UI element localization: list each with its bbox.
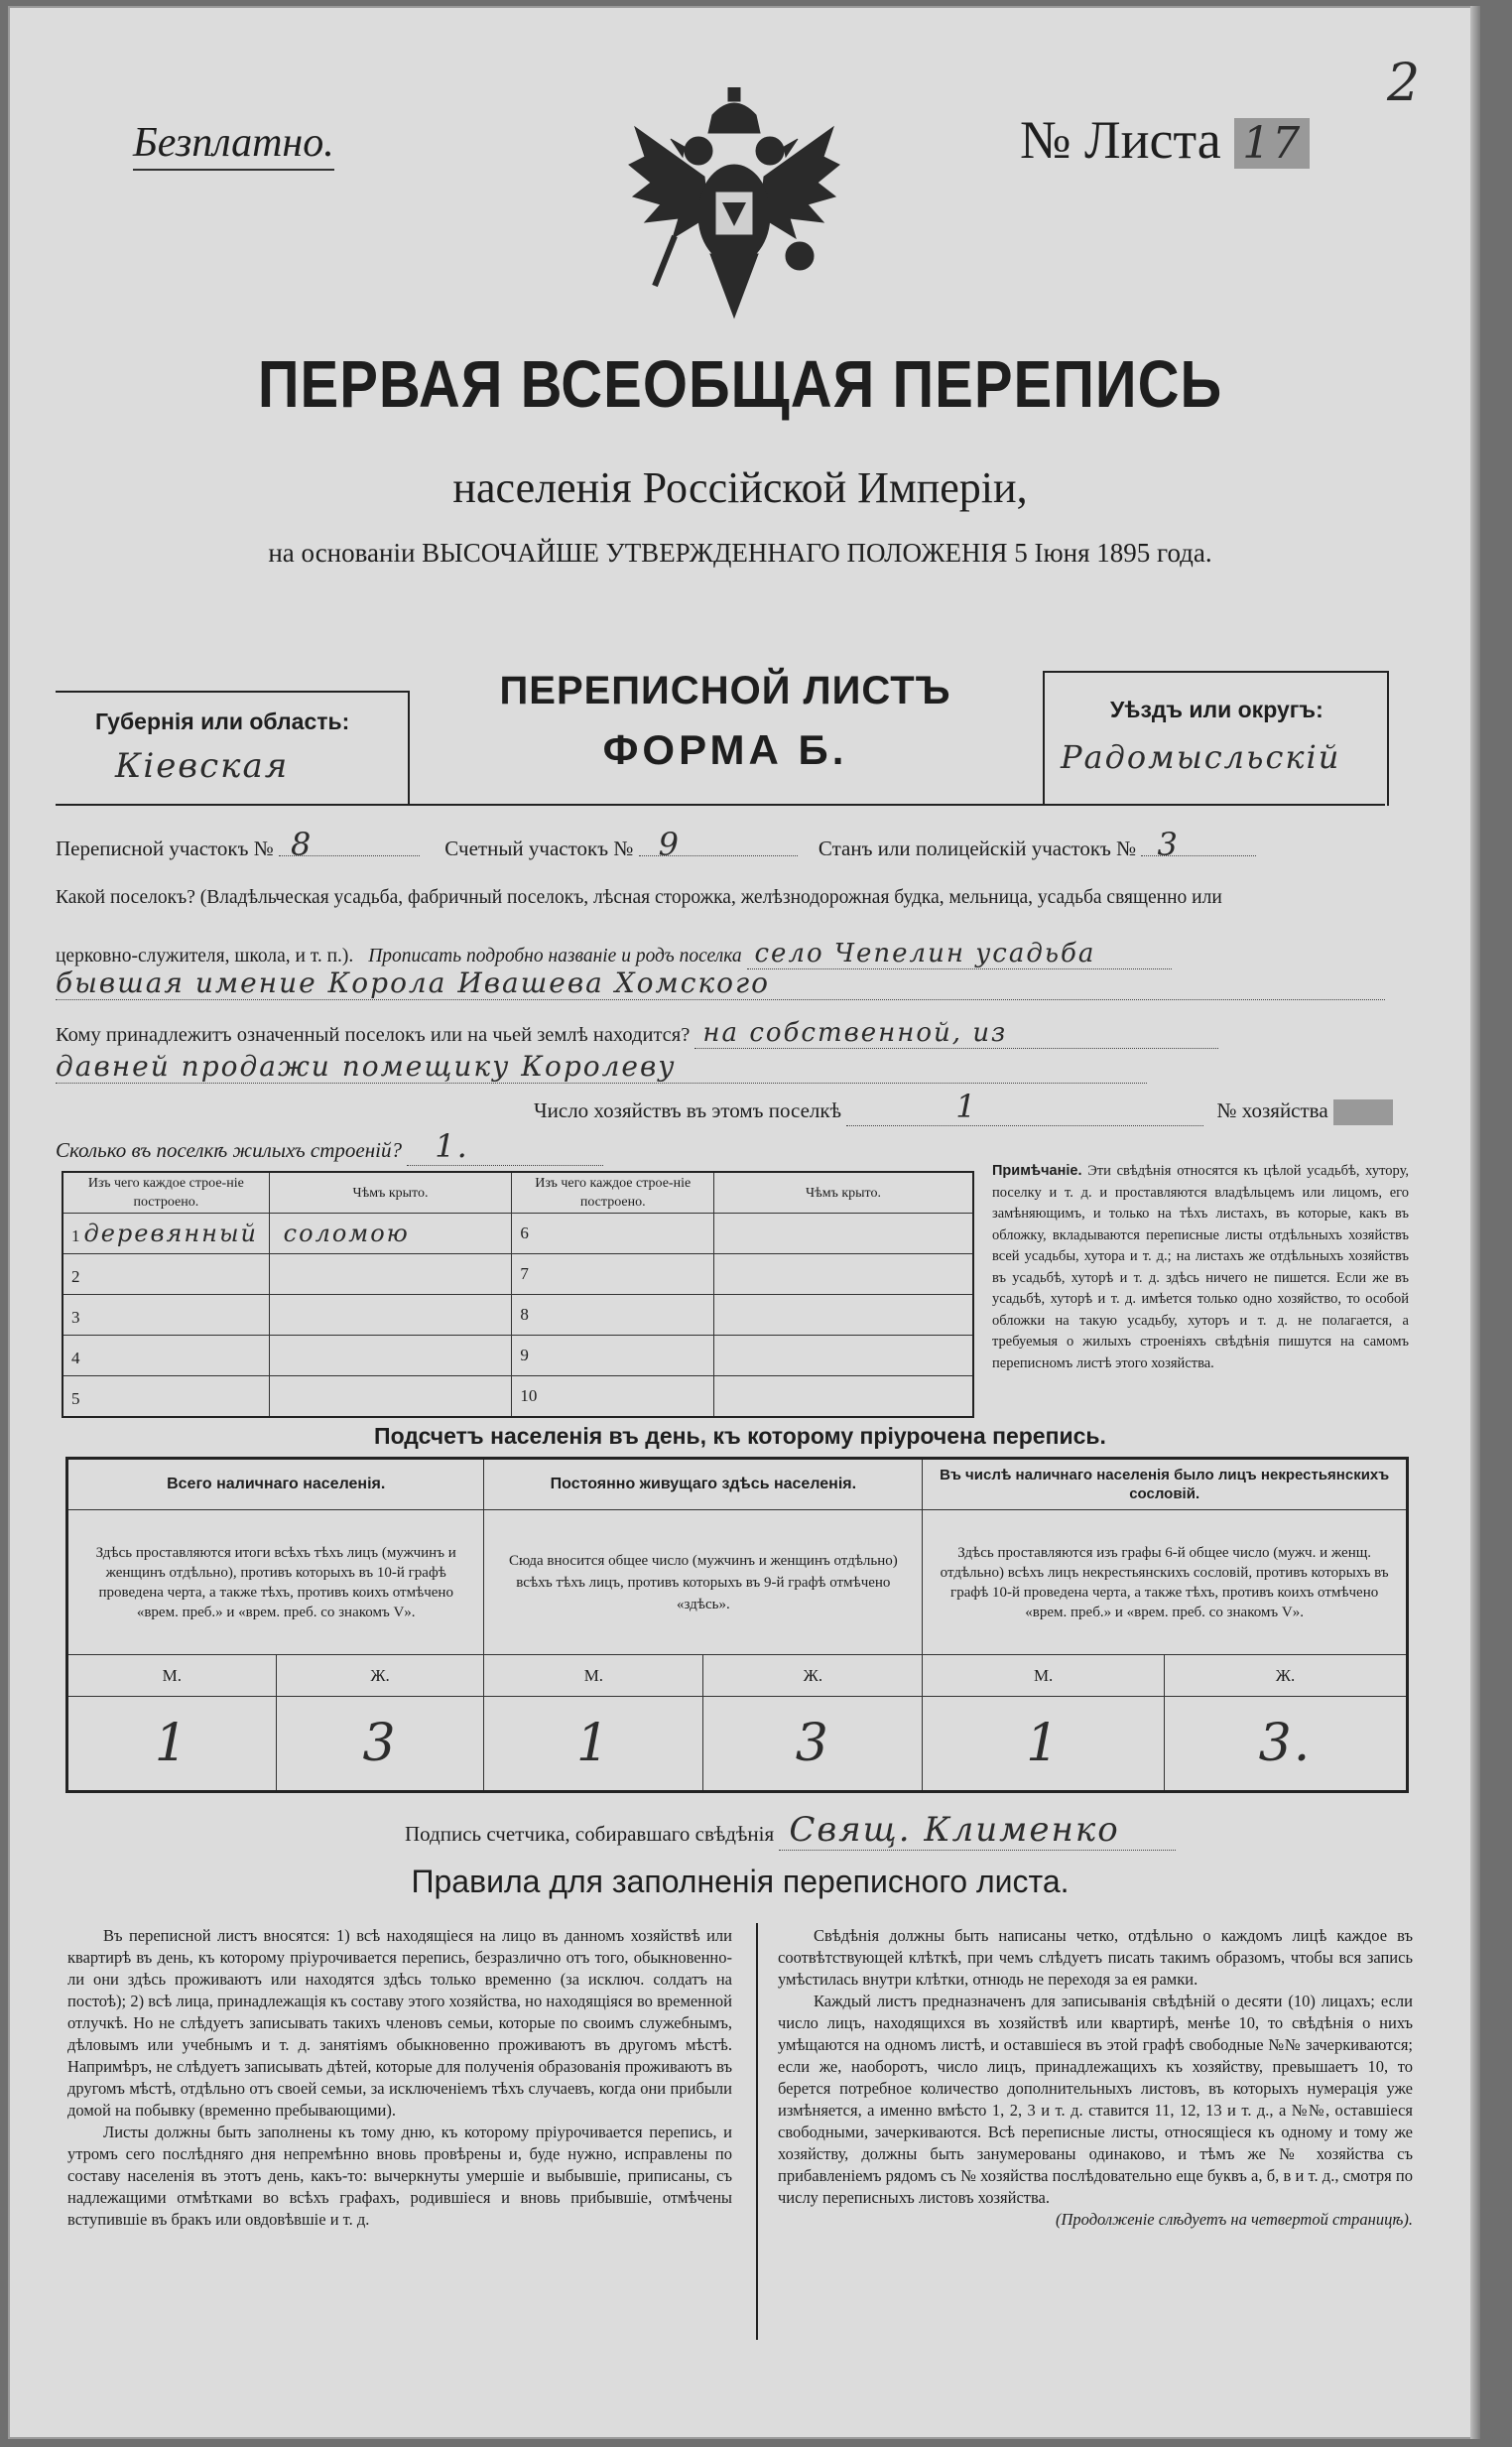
- rules-right-p2: Каждый листъ предназначенъ для записыванія свѣдѣній о десяти (10) лицахъ; если число лицъ, находящихся въ хозяйствѣ или квартирѣ, менѣе 10, то свѣдѣнія о нихъ умѣщаются на одномъ листѣ, и оставшіеся въ этой графѣ свободные №№ зачеркиваются; если же, наоборотъ, число лицъ, принадлежащихъ къ хозяйству, превышаетъ 10, то берется потребное количество дополнительныхъ листовъ, въ которыхъ нумерація уже измѣняется, а именно вмѣсто 1, 2, 3 и т. д. ставится 11, 12, 13 и т. д., а №№, оставшіеся свободными, зачеркиваются. Всѣ переписные листы, относящіеся къ одному и тому же хозяйству, должны быть занумерованы одинаково, и тѣмъ же № хозяйства съ прибавленіемъ рядомъ съ № хозяйства послѣдовательно еще буквъ а, б, в и т. д., смотря по числу переписныхъ листовъ хозяйства.: [778, 1992, 1413, 2207]
- buildings-table-row: [63, 1336, 973, 1376]
- building-roof-left: [269, 1376, 512, 1417]
- owner-value-1: на собственной, из: [694, 1018, 1218, 1049]
- count-value-m-1: 1: [67, 1697, 277, 1792]
- form-title: ПЕРЕПИСНОЙ ЛИСТЪ: [499, 669, 951, 712]
- building-roof-right: [714, 1214, 973, 1254]
- building-roof-right: [714, 1295, 973, 1336]
- count-district-label: Счетный участокъ №: [444, 837, 634, 860]
- owner-value-2: давней продажи помещику Королеву: [56, 1050, 1147, 1084]
- building-no-left: 2: [71, 1267, 80, 1286]
- sheet-number: [1020, 109, 1310, 171]
- census-title: ПЕРВАЯ ВСЕОБЩАЯ ПЕРЕПИСЬ: [257, 347, 1223, 422]
- buildings-value: 1.: [407, 1127, 603, 1166]
- building-material-left-cell: [63, 1376, 269, 1417]
- census-basis: на основаніи ВЫСОЧАЙШЕ УТВЕРЖДЕННАГО ПОЛОЖЕНІЯ 5 Іюня 1895 года.: [268, 538, 1212, 568]
- signature-label: Подпись счетчика, собиравшаго свѣдѣнія: [405, 1822, 775, 1846]
- settlement-row: [56, 939, 1395, 969]
- rules-column-divider: [756, 1923, 758, 2340]
- signature-value: Свящ. Клименко: [779, 1810, 1176, 1851]
- building-material-left-cell: [63, 1336, 269, 1376]
- building-no-left: 5: [71, 1388, 80, 1408]
- gubernia-value: Кіевская: [115, 746, 290, 786]
- owner-row: [56, 1018, 1395, 1049]
- count-district-value: 9: [639, 834, 798, 856]
- building-roof-left: [269, 1295, 512, 1336]
- building-material-left-cell: [63, 1254, 269, 1295]
- building-material-left-cell: [63, 1214, 269, 1254]
- count-value-f-2: 3: [703, 1697, 923, 1792]
- buildings-table-row: [63, 1214, 973, 1254]
- building-no-left: 4: [71, 1349, 80, 1367]
- building-no-left: 3: [71, 1308, 80, 1327]
- note-block: [992, 1161, 1409, 1374]
- rules-right-column: [778, 1925, 1413, 2231]
- owner-question: Кому принадлежитъ означенный поселокъ или на чьей землѣ находится?: [56, 1024, 691, 1046]
- building-no-right: 10: [512, 1376, 714, 1417]
- building-no-right: 8: [512, 1295, 714, 1336]
- signature-row: [405, 1810, 1298, 1851]
- building-roof-right: [714, 1376, 973, 1417]
- building-roof-right: [714, 1336, 973, 1376]
- buildings-label: Сколько въ поселкѣ жилыхъ строеній?: [56, 1138, 402, 1162]
- count-value-f-3: 3.: [1164, 1697, 1407, 1792]
- household-no-label: № хозяйства: [1216, 1098, 1328, 1122]
- building-material-left: деревянный: [83, 1220, 258, 1247]
- settlement-question-2: церковно-служителя, школа, и т. п.).: [56, 946, 354, 966]
- count-col3-text: Здѣсь проставляются изъ графы 6-й общее число (мужч. и женщ. отдѣльно) всѣхъ лицъ некрестьянскихъ сословій, противъ которыхъ въ графѣ 10-й проведена черта, а также тѣхъ, противъ коихъ отмѣчено «врем. преб.» и «врем. преб. со знакомъ V».: [923, 1510, 1408, 1655]
- district-row: [56, 826, 1385, 863]
- free-label: Безплатно.: [133, 119, 334, 171]
- building-roof-left: [269, 1336, 512, 1376]
- col-roof-left: Чѣмъ крыто.: [269, 1172, 512, 1214]
- count-f-label-3: Ж.: [1164, 1655, 1407, 1697]
- settlement-question: Какой поселокъ? (Владѣльческая усадьба, фабричный поселокъ, лѣсная сторожка, желѣзнодорожная будка, мельница, усадьба священно или: [56, 887, 1222, 908]
- form-subtitle: ФОРМА Б.: [602, 726, 848, 773]
- households-value: 1: [846, 1088, 1203, 1126]
- building-roof-left: соломою: [269, 1214, 512, 1254]
- buildings-table-row: [63, 1254, 973, 1295]
- rules-left-column: [67, 1925, 732, 2231]
- census-district-value: 8: [279, 834, 420, 856]
- uezd-label: Уѣздъ или округъ:: [1110, 697, 1323, 722]
- gubernia-label: Губернія или область:: [95, 708, 350, 734]
- sheet-number-label: № Листа: [1020, 110, 1221, 170]
- buildings-table: [62, 1171, 974, 1418]
- buildings-row: [56, 1127, 651, 1166]
- count-value-f-1: 3: [276, 1697, 484, 1792]
- household-no-value: [1333, 1099, 1393, 1125]
- gubernia-box: [56, 691, 410, 806]
- stan-value: 3: [1141, 834, 1256, 856]
- rules-heading: Правила для заполненія переписного листа.: [411, 1864, 1070, 1899]
- rules-left-p1: Въ переписной листъ вносятся: 1) всѣ находящіеся на лицо въ данномъ хозяйствѣ или квартирѣ въ день, къ которому пріурочивается перепись, безразлично отъ того, обыкновенно-ли они здѣсь проживаютъ или находятся здѣсь только временно (за исключ. солдатъ на постоѣ); 2) всѣ лица, принадлежащія къ составу этого хозяйства, но находящіяся во временной отлучкѣ. Но не слѣдуетъ записывать такихъ членовъ семьи, которые по своимъ служебнымъ, дѣловымъ или учебнымъ и т. д. занятіямъ обыкновенно проживаютъ въ другомъ мѣстѣ. Напримѣръ, не слѣдуетъ записывать дѣтей, которые для полученія образованія проживаютъ въ другомъ мѣстѣ, отдѣльно отъ своей семьи, за исключеніемъ тѣхъ случаевъ, когда они прибыли домой на побывку (временно пребывающими).: [67, 1926, 732, 2120]
- count-m-label-2: М.: [484, 1655, 703, 1697]
- count-f-label-2: Ж.: [703, 1655, 923, 1697]
- buildings-table-row: [63, 1376, 973, 1417]
- col-roof-right: Чѣмъ крыто.: [714, 1172, 973, 1214]
- building-roof-left: [269, 1254, 512, 1295]
- count-heading: Подсчетъ населенія въ день, къ которому пріурочена перепись.: [374, 1423, 1106, 1449]
- building-no-left: 1: [71, 1226, 80, 1245]
- buildings-table-row: [63, 1295, 973, 1336]
- uezd-value: Радомысльскій: [1061, 738, 1341, 776]
- note-text: Эти свѣдѣнія относятся къ цѣлой усадьбѣ, хутору, поселку и т. д. и проставляются владѣльцемъ или лицомъ, его замѣняющимъ, и только на тѣхъ листахъ, въ которые, какъ въ обложку, вкладываются переписные листы отдѣльныхъ хозяйствъ всей усадьбы, хутора и т. д.; на листахъ же отдѣльныхъ хозяйствъ въ усадьбѣ, хуторѣ и т. д. здѣсь ничего не пишется. Если же въ усадьбѣ, хуторѣ и т. д. имѣется только одно хозяйство, то особой обложки на такую усадьбу, хуторъ и т. д. не полагается, а требуемыя о жилыхъ строеніяхъ свѣдѣнія пишутся на самомъ переписномъ листѣ этого хозяйства.: [992, 1163, 1410, 1371]
- rules-left-p2: Листы должны быть заполнены къ тому дню, къ которому пріурочивается перепись, и утромъ сего послѣдняго дня непремѣнно вновь провѣрены и, буде нужно, исправлены по составу населенія въ этотъ день, какъ-то: вычеркнуты умершіе и выбывшіе, приписаны, съ надлежащими отмѣтками во всѣхъ графахъ, родившіеся и вновь прибывшіе, отмѣчены вступившіе въ бракъ или овдовѣвшіе и т. д.: [67, 2123, 732, 2229]
- rules-right-p1: Свѣдѣнія должны быть написаны четко, отдѣльно о каждомъ лицѣ каждое въ соотвѣтствующей клѣткѣ, при чемъ слѣдуетъ писать такимъ образомъ, чтобы вся запись умѣстилась внутри клѣтки, отнюдь не переходя за ея рамки.: [778, 1926, 1413, 1989]
- count-f-label-1: Ж.: [276, 1655, 484, 1697]
- count-value-m-2: 1: [484, 1697, 703, 1792]
- settlement-value-1: село Чепелин усадьба: [747, 939, 1172, 969]
- sheet-number-value: 17: [1234, 118, 1310, 169]
- rules-continuation: (Продолженіе слѣдуетъ на четвертой страницѣ).: [1056, 2210, 1413, 2229]
- count-col1-title: Всего наличнаго населенія.: [67, 1459, 484, 1510]
- census-sheet: [8, 6, 1472, 2439]
- households-row: [534, 1088, 1397, 1126]
- building-material-left-cell: [63, 1295, 269, 1336]
- count-col2-text: Сюда вносится общее число (мужчинъ и женщинъ отдѣльно) всѣхъ тѣхъ лицъ, противъ которыхъ въ 9-й графѣ отмѣчено «здѣсь».: [484, 1510, 923, 1655]
- building-roof-right: [714, 1254, 973, 1295]
- census-district-label: Переписной участокъ №: [56, 837, 274, 860]
- count-table: [65, 1457, 1409, 1793]
- settlement-value-2: бывшая имение Корола Ивашева Хомского: [56, 966, 1385, 1000]
- imperial-eagle-emblem: [615, 87, 853, 325]
- settlement-instruction: Прописать подробно названіе и родъ поселка: [368, 946, 742, 966]
- col-material-right: Изъ чего каждое строе-ніе построено.: [512, 1172, 714, 1214]
- buildings-table-body: [63, 1214, 973, 1417]
- corner-mark: 2: [1387, 54, 1423, 113]
- count-col1-text: Здѣсь проставляются итоги всѣхъ тѣхъ лицъ (мужчинъ и женщинъ отдѣльно), противъ которыхъ въ 10-й графѣ проведена черта, а также тѣхъ, противъ коихъ отмѣчено «врем. преб.» и «врем. преб. со знакомъ V».: [67, 1510, 484, 1655]
- census-subtitle: населенія Россійской Имперіи,: [452, 463, 1028, 512]
- households-label: Число хозяйствъ въ этомъ поселкѣ: [534, 1098, 841, 1122]
- form-box-bottom-rule: [56, 804, 1385, 806]
- col-material-left: Изъ чего каждое строе-ніе построено.: [63, 1172, 269, 1214]
- uezd-box: [1043, 671, 1389, 806]
- count-col2-title: Постоянно живущаго здѣсь населенія.: [484, 1459, 923, 1510]
- count-m-label-3: М.: [923, 1655, 1165, 1697]
- building-no-right: 6: [512, 1214, 714, 1254]
- note-title: Примѣчаніе.: [992, 1163, 1082, 1179]
- building-no-right: 9: [512, 1336, 714, 1376]
- count-col3-title: Въ числѣ наличнаго населенія было лицъ некрестьянскихъ сословій.: [923, 1459, 1408, 1510]
- stan-label: Станъ или полицейскій участокъ №: [818, 837, 1137, 860]
- count-m-label-1: М.: [67, 1655, 277, 1697]
- building-no-right: 7: [512, 1254, 714, 1295]
- count-value-m-3: 1: [923, 1697, 1165, 1792]
